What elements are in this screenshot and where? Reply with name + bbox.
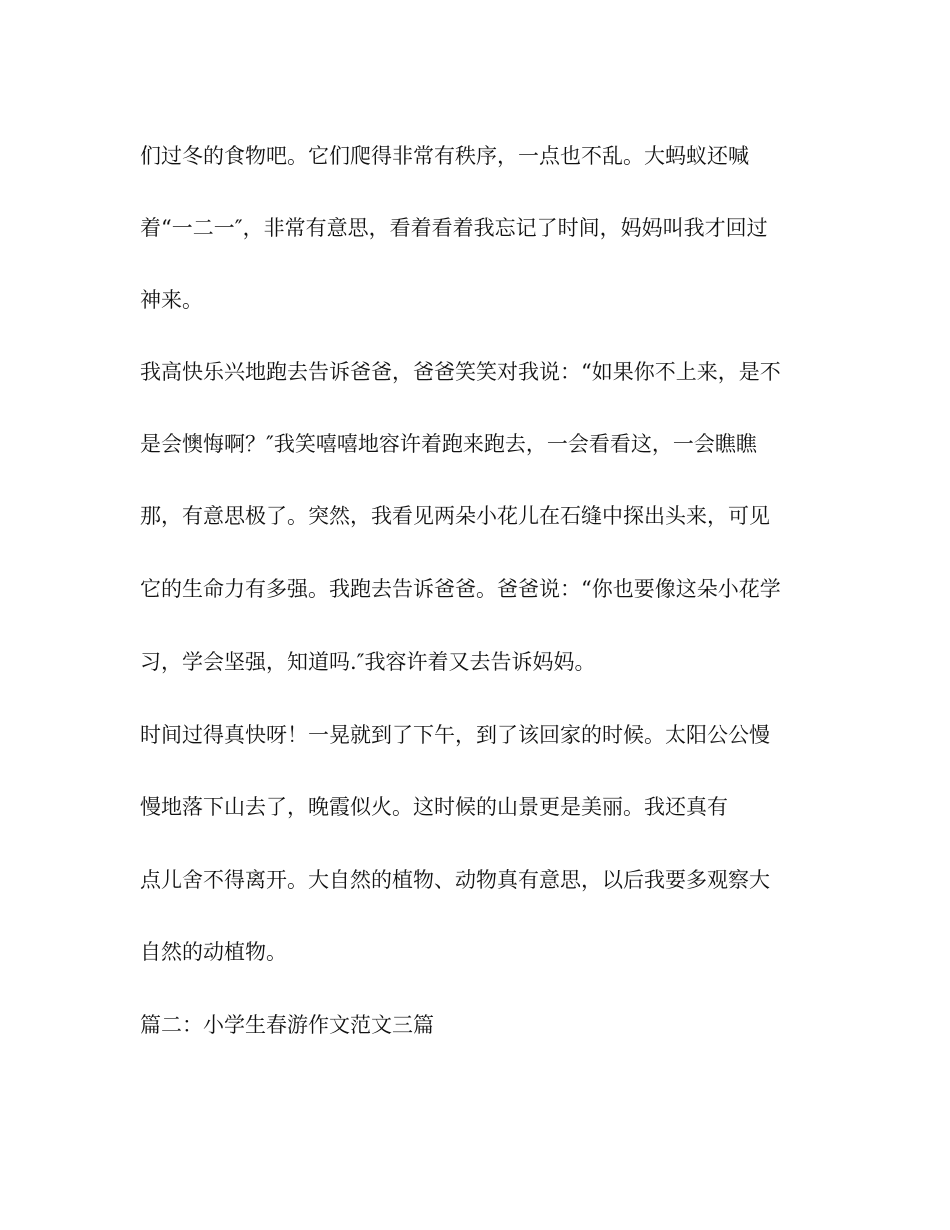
section-heading: 篇二：小学生春游作文范文三篇: [140, 1013, 434, 1037]
body-text-line: 习，学会坚强，知道吗.″我容许着又去告诉妈妈。: [140, 650, 596, 674]
body-text-line: 它的生命力有多强。我跑去告诉爸爸。爸爸说：“你也要像这朵小花学: [140, 577, 781, 601]
body-text-line: 着“一二一″，非常有意思，看着看着我忘记了时间，妈妈叫我才回过: [140, 216, 768, 240]
body-text-line: 我高快乐兴地跑去告诉爸爸，爸爸笑笑对我说：“如果你不上来，是不: [140, 360, 781, 384]
body-text-line: 那，有意思极了。突然，我看见两朵小花儿在石缝中探出头来，可见: [140, 504, 770, 528]
body-text-line: 自然的动植物。: [140, 940, 287, 964]
body-text-line: 们过冬的食物吧。它们爬得非常有秩序，一点也不乱。大蚂蚁还喊: [140, 144, 749, 168]
body-text-line: 是会懊悔啊？″我笑嘻嘻地容许着跑来跑去，一会看看这，一会瞧瞧: [140, 432, 757, 456]
body-text-line: 点儿舍不得离开。大自然的植物、动物真有意思，以后我要多观察大: [140, 868, 770, 892]
body-text-line: 慢地落下山去了，晚霞似火。这时候的山景更是美丽。我还真有: [140, 795, 728, 819]
body-text-line: 时间过得真快呀！一晃就到了下午，到了该回家的时候。太阳公公慢: [140, 723, 770, 747]
body-text-line: 神来。: [140, 288, 203, 312]
